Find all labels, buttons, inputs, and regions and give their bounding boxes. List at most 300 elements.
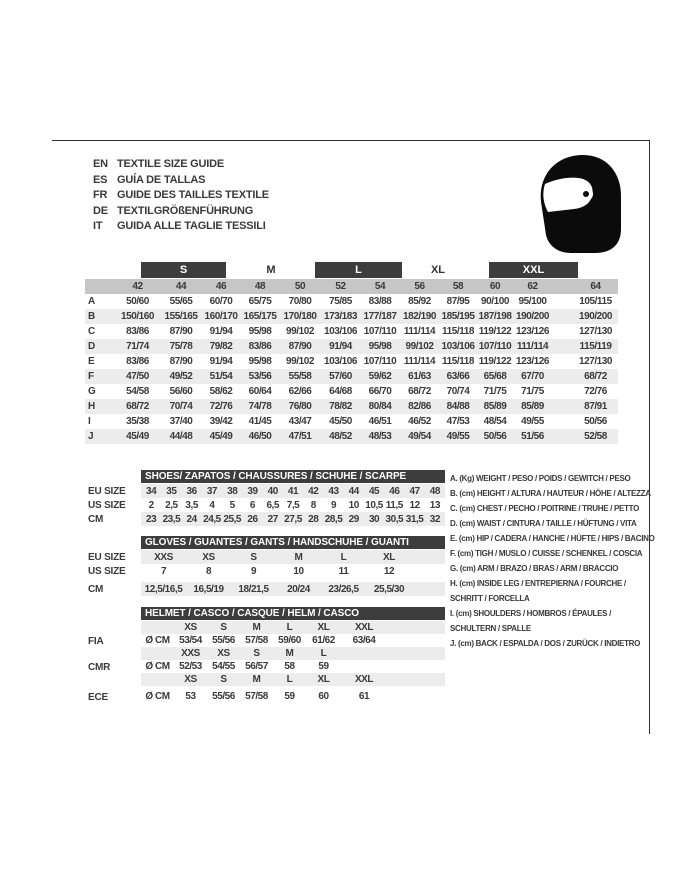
cell: 9 <box>250 565 257 577</box>
cell: 111/114 <box>403 326 436 337</box>
cell: 85/89 <box>483 401 507 412</box>
cell: 23/26,5 <box>328 583 359 595</box>
cell: 79/82 <box>209 341 233 352</box>
cell: 9 <box>330 499 337 511</box>
cell: F <box>88 371 94 382</box>
cell: 84/88 <box>446 401 470 412</box>
cell: 57/58 <box>245 691 268 702</box>
gloves-label-eu: EU SIZE <box>88 552 126 563</box>
legend-line: I. (cm) SHOULDERS / HOMBROS / ÉPAULES / <box>450 609 612 618</box>
table-row <box>141 582 445 596</box>
cell: 50/60 <box>126 296 149 307</box>
cell: 72/76 <box>209 401 233 412</box>
empty-cell <box>141 621 174 634</box>
size-band-s: S <box>141 262 226 278</box>
cell: 38 <box>227 485 238 497</box>
cell: 31,5 <box>405 513 424 525</box>
cell: 5 <box>229 499 235 511</box>
cell: 49/54 <box>408 431 431 442</box>
cell: 46/51 <box>368 416 392 427</box>
cell: 53/56 <box>248 371 272 382</box>
cell: 177/187 <box>363 311 397 322</box>
textile-size-table-section <box>85 262 618 444</box>
cell: 61 <box>358 691 370 702</box>
legend-line: SCHULTERN / SPALLE <box>450 624 531 633</box>
cell: 76/80 <box>288 401 312 412</box>
cell: 54/55 <box>212 661 235 672</box>
cell: 56/60 <box>169 386 193 397</box>
cell: 44/48 <box>169 431 193 442</box>
cell: M <box>252 622 261 633</box>
cell: S <box>220 622 227 633</box>
cell: 58 <box>284 661 295 672</box>
language-row <box>93 157 269 173</box>
cell: 6 <box>249 499 256 511</box>
cell: 75/85 <box>329 296 352 307</box>
cell: 91/94 <box>329 341 352 352</box>
legend-line: D. (cm) WAIST / CINTURA / TAILLE / HÜFTUNG / VITA <box>450 519 637 528</box>
cell: 115/118 <box>442 326 474 337</box>
cell: 103/106 <box>324 326 357 337</box>
cell: XXL <box>354 674 374 685</box>
cell: 25,5 <box>223 513 242 525</box>
legend-line: E. (cm) HIP / CADERA / HANCHE / HÜFTE / HIPS / BACINO <box>450 534 655 543</box>
cell: 58 <box>452 281 464 292</box>
legend-line: SCHRITT / FORCELLA <box>450 594 530 603</box>
cell: 64/68 <box>329 386 352 397</box>
cell: 23,5 <box>162 513 181 525</box>
cell: 57/60 <box>329 371 352 382</box>
helmet-title-bar: HELMET / CASCO / CASQUE / HELM / CASCO <box>141 607 445 620</box>
gloves-label-us: US SIZE <box>88 566 126 577</box>
gloves-label-cm: CM <box>88 584 104 595</box>
language-title: TEXTILGRÖßENFÜHRUNG <box>117 204 254 217</box>
cell: 59/60 <box>278 635 301 646</box>
cell: 74/78 <box>248 401 272 412</box>
cell: 6,5 <box>266 499 279 511</box>
cell: 35/38 <box>126 416 149 427</box>
cell: 55/56 <box>212 635 235 646</box>
measurement-legend <box>450 471 655 651</box>
cell: 34 <box>146 485 157 497</box>
cell: M <box>285 648 294 659</box>
cell: 16,5/19 <box>193 583 224 595</box>
cell: 30,5 <box>385 513 404 525</box>
shoes-section <box>141 470 445 526</box>
cell: 50/56 <box>584 416 607 427</box>
cell: 95/98 <box>248 356 272 367</box>
legend-line: H. (cm) INSIDE LEG / ENTREPIERNA / FOURCHE / <box>450 579 626 588</box>
gloves-title-bar: GLOVES / GUANTES / GANTS / HANDSCHUHE / GUANTI <box>141 536 445 549</box>
cell: 65/68 <box>483 371 507 382</box>
cell: 160/170 <box>204 311 238 322</box>
language-title: GUÍA DE TALLAS <box>117 173 206 186</box>
cell: S <box>253 648 260 659</box>
cell: 66/70 <box>368 386 392 397</box>
language-code: DE <box>93 204 108 217</box>
cell: 62/66 <box>288 386 312 397</box>
cell: 40 <box>267 485 278 497</box>
table-row <box>85 384 618 399</box>
cell: 10,5 <box>365 499 383 511</box>
cell: 68/72 <box>584 371 607 382</box>
cell: S <box>250 551 257 563</box>
cell: 87/90 <box>169 356 193 367</box>
language-row <box>93 219 269 235</box>
cell: 107/110 <box>363 326 397 337</box>
cell: 87/91 <box>584 401 607 412</box>
cell: 119/122 <box>478 326 512 337</box>
cell: XS <box>202 551 215 563</box>
cell: 82/86 <box>408 401 431 412</box>
cell: 83/86 <box>126 356 149 367</box>
cell: 48/53 <box>368 431 392 442</box>
cell: 59/62 <box>368 371 392 382</box>
cell: 190/200 <box>579 311 612 322</box>
cell: 39/42 <box>209 416 233 427</box>
cell: 25,5/30 <box>373 583 405 595</box>
size-band-l: L <box>315 262 402 278</box>
cell: XS <box>217 648 230 659</box>
cell: 48 <box>429 485 440 497</box>
empty-cell <box>141 673 174 686</box>
empty-cell <box>412 564 445 578</box>
cell: 12,5/16,5 <box>144 583 183 595</box>
helmet-label-cmr: CMR <box>88 662 111 673</box>
table-row <box>85 414 618 429</box>
table-row <box>141 647 445 660</box>
cell: 53 <box>185 691 196 702</box>
cell: 71/75 <box>521 386 544 397</box>
cell: 91/94 <box>209 326 233 337</box>
cell: 115/118 <box>442 356 474 367</box>
language-title: GUIDA ALLE TAGLIE TESSILI <box>117 220 266 233</box>
cell: 95/98 <box>368 341 392 352</box>
cell: 95/100 <box>518 296 547 307</box>
cell: 45 <box>368 485 380 497</box>
cell: 60 <box>489 281 501 292</box>
cell: 87/95 <box>446 296 470 307</box>
cell: 46 <box>215 281 227 292</box>
language-code: EN <box>93 158 108 170</box>
table-row <box>141 498 445 512</box>
cell: D <box>88 341 95 352</box>
cell: I <box>88 416 91 427</box>
cell: 61/63 <box>408 371 431 382</box>
cell: 75/78 <box>169 341 193 352</box>
cell: 61/62 <box>312 635 335 646</box>
cell: 12 <box>409 499 420 511</box>
cell: 48/52 <box>329 431 352 442</box>
helmet-sizes-table <box>141 621 445 703</box>
cell: 52/58 <box>584 431 607 442</box>
cell: 185/195 <box>441 311 475 322</box>
table-row <box>141 634 445 647</box>
cell: 41/45 <box>248 416 272 427</box>
language-code: ES <box>93 173 108 186</box>
cell: 27,5 <box>284 513 302 525</box>
language-title: TEXTILE SIZE GUIDE <box>117 158 225 170</box>
cell: 49/52 <box>169 371 193 382</box>
cell: 91/94 <box>209 356 233 367</box>
cell: 54 <box>374 281 386 292</box>
table-row <box>141 564 445 578</box>
cell: 127/130 <box>579 356 612 367</box>
cell: 83/88 <box>368 296 392 307</box>
cell: 95/98 <box>248 326 272 337</box>
cell: 42 <box>132 281 143 292</box>
cell: 7,5 <box>286 499 300 511</box>
cell: 30 <box>368 513 380 525</box>
empty-cell <box>85 279 115 294</box>
cell: 47/50 <box>126 371 149 382</box>
cell: 56 <box>414 281 425 292</box>
table-row <box>141 484 445 498</box>
table-row <box>85 429 618 444</box>
cell: 60/64 <box>248 386 272 397</box>
cell: 35 <box>166 485 177 497</box>
cell: 57/58 <box>245 635 268 646</box>
gloves-table <box>141 550 445 596</box>
cell: 50/56 <box>483 431 507 442</box>
cell: 49/55 <box>521 416 544 427</box>
helmet-label-fia: FIA <box>88 636 104 647</box>
gloves-section <box>141 536 445 596</box>
cell: M <box>294 551 303 563</box>
cell: 59 <box>284 691 295 702</box>
cell: 45/50 <box>329 416 352 427</box>
legend-line: B. (cm) HEIGHT / ALTURA / HAUTEUR / HÖHE / ALTEZZA <box>450 489 651 498</box>
cell: 26 <box>247 513 258 525</box>
cell: 10 <box>293 565 304 577</box>
cell: 155/165 <box>164 311 198 322</box>
cell: 46 <box>389 485 400 497</box>
table-row <box>141 690 445 703</box>
cell: 10 <box>348 499 359 511</box>
cell: 2 <box>148 499 154 511</box>
cell: 187/198 <box>478 311 512 322</box>
cell: XL <box>383 551 395 563</box>
helmet-section <box>141 607 445 703</box>
cell: 65/75 <box>248 296 272 307</box>
cell: 99/102 <box>286 356 314 367</box>
cell: 42 <box>308 485 319 497</box>
empty-cell <box>387 690 445 703</box>
cell: 18/21,5 <box>238 583 269 595</box>
cell: Ø CM <box>145 635 170 646</box>
cell: 68/72 <box>126 401 149 412</box>
table-row <box>85 309 618 324</box>
cell: 43/47 <box>288 416 312 427</box>
table-row <box>141 512 445 526</box>
cell: 46/52 <box>408 416 431 427</box>
cell: 87/90 <box>169 326 193 337</box>
cell: 103/106 <box>324 356 357 367</box>
cell: 70/74 <box>446 386 470 397</box>
legend-line: F. (cm) TIGH / MUSLO / CUISSE / SCHENKEL / COSCIA <box>450 549 643 558</box>
size-band-xxl: XXL <box>489 262 578 278</box>
cell: 71/74 <box>126 341 149 352</box>
main-size-table <box>85 279 618 444</box>
empty-cell <box>412 582 445 596</box>
cell: 52 <box>335 281 346 292</box>
cell: 80/84 <box>368 401 392 412</box>
empty-cell <box>387 673 445 686</box>
table-row <box>85 339 618 354</box>
cell: 13 <box>429 499 440 511</box>
cell: 49/55 <box>446 431 470 442</box>
shoes-label-eu: EU SIZE <box>88 486 126 497</box>
cell: H <box>88 401 95 412</box>
cell: 182/190 <box>403 311 436 322</box>
cell: XXL <box>354 622 374 633</box>
cell: 54/58 <box>126 386 149 397</box>
language-code: FR <box>93 189 108 202</box>
helmet-label-ece: ECE <box>88 692 108 703</box>
legend-line: C. (cm) CHEST / PECHO / POITRINE / TRUHE / PETTO <box>450 504 640 513</box>
size-band-xl: XL <box>430 264 446 276</box>
cell: 45/49 <box>126 431 149 442</box>
empty-cell <box>412 550 445 564</box>
cell: 51/56 <box>521 431 544 442</box>
cell: 45/49 <box>209 431 233 442</box>
cell: 4 <box>209 499 215 511</box>
cell: 47/53 <box>446 416 470 427</box>
cell: 111/114 <box>516 341 549 352</box>
shoes-title-bar: SHOES/ ZAPATOS / CHAUSSURES / SCHUHE / SCARPE <box>141 470 445 483</box>
cell: 173/183 <box>324 311 357 322</box>
cell: 12 <box>383 565 395 577</box>
cell: 123/126 <box>516 356 549 367</box>
cell: 127/130 <box>579 326 612 337</box>
cell: 8 <box>205 565 212 577</box>
cell: 24 <box>186 513 197 525</box>
cell: 47/51 <box>288 431 312 442</box>
empty-cell <box>387 621 445 634</box>
cell: 67/70 <box>521 371 544 382</box>
cell: XL <box>317 674 330 685</box>
cell: 190/200 <box>516 311 549 322</box>
language-title: GUIDE DES TAILLES TEXTILE <box>117 189 269 202</box>
empty-cell <box>341 647 387 660</box>
cell: 87/90 <box>288 341 312 352</box>
cell: 48/54 <box>483 416 507 427</box>
table-row <box>85 279 618 294</box>
cell: 56/57 <box>245 661 268 672</box>
cell: XXS <box>181 648 200 659</box>
legend-line: A. (Kg) WEIGHT / PESO / POIDS / GEWITCH / PESO <box>450 474 631 483</box>
cell: 47 <box>409 485 420 497</box>
cell: 63/66 <box>446 371 470 382</box>
cell: J <box>88 431 94 442</box>
shoes-table <box>141 484 445 526</box>
cell: 78/82 <box>329 401 352 412</box>
cell: 119/122 <box>478 356 512 367</box>
table-row <box>85 354 618 369</box>
cell: 27 <box>267 513 278 525</box>
cell: 46/50 <box>248 431 272 442</box>
cell: E <box>88 356 95 367</box>
cell: 36 <box>186 485 197 497</box>
cell: 55/58 <box>288 371 312 382</box>
cell: 165/175 <box>243 311 277 322</box>
cell: XXS <box>154 551 173 563</box>
cell: 99/102 <box>286 326 314 337</box>
cell: 58/62 <box>209 386 233 397</box>
table-row <box>141 550 445 564</box>
cell: XS <box>184 622 197 633</box>
cell: 59 <box>318 661 329 672</box>
cell: 60/70 <box>209 296 233 307</box>
cell: 62 <box>527 281 538 292</box>
cell: C <box>88 326 95 337</box>
cell: L <box>340 551 347 563</box>
cell: 105/115 <box>579 296 612 307</box>
cell: 55/65 <box>169 296 193 307</box>
language-code: IT <box>93 220 103 233</box>
cell: 99/102 <box>405 341 434 352</box>
table-row <box>85 294 618 309</box>
cell: 60 <box>318 691 329 702</box>
cell: 103/106 <box>441 341 475 352</box>
cell: 44 <box>348 485 359 497</box>
cell: A <box>88 296 95 307</box>
table-row <box>141 660 445 673</box>
size-band-m: M <box>266 264 276 276</box>
cell: 123/126 <box>516 326 549 337</box>
cell: 70/80 <box>288 296 312 307</box>
cell: 107/110 <box>478 341 512 352</box>
cell: 63/64 <box>352 635 376 646</box>
table-row <box>85 369 618 384</box>
cell: 37/40 <box>169 416 193 427</box>
shoes-label-cm: CM <box>88 514 104 525</box>
cell: 24,5 <box>203 513 221 525</box>
cell: 90/100 <box>481 296 509 307</box>
cell: 150/160 <box>121 311 154 322</box>
language-row <box>93 188 269 204</box>
cell: Ø CM <box>145 691 170 702</box>
language-row <box>93 204 269 220</box>
legend-line: J. (cm) BACK / ESPALDA / DOS / ZURÜCK / INDIETRO <box>450 639 641 648</box>
cell: 23 <box>146 513 157 525</box>
cell: 11 <box>338 565 349 577</box>
cell: XL <box>317 622 330 633</box>
cell: 50 <box>294 281 306 292</box>
cell: Ø CM <box>145 661 170 672</box>
cell: 8 <box>310 499 316 511</box>
cell: 71/75 <box>483 386 507 397</box>
cell: 39 <box>247 485 258 497</box>
cell: 70/74 <box>169 401 193 412</box>
cell: 32 <box>429 513 440 525</box>
cell: 111/114 <box>403 356 436 367</box>
empty-cell <box>387 647 445 660</box>
cell: 28 <box>308 513 319 525</box>
cell: 7 <box>160 565 167 577</box>
cell: 43 <box>328 485 339 497</box>
language-row <box>93 173 269 189</box>
cell: 48 <box>254 281 266 292</box>
cell: L <box>320 648 327 659</box>
table-row <box>141 621 445 634</box>
cell: 41 <box>287 485 299 497</box>
cell: 51/54 <box>209 371 233 382</box>
table-row <box>85 324 618 339</box>
helmet-icon <box>538 152 624 256</box>
cell: 83/86 <box>248 341 272 352</box>
size-band-row <box>85 262 618 278</box>
